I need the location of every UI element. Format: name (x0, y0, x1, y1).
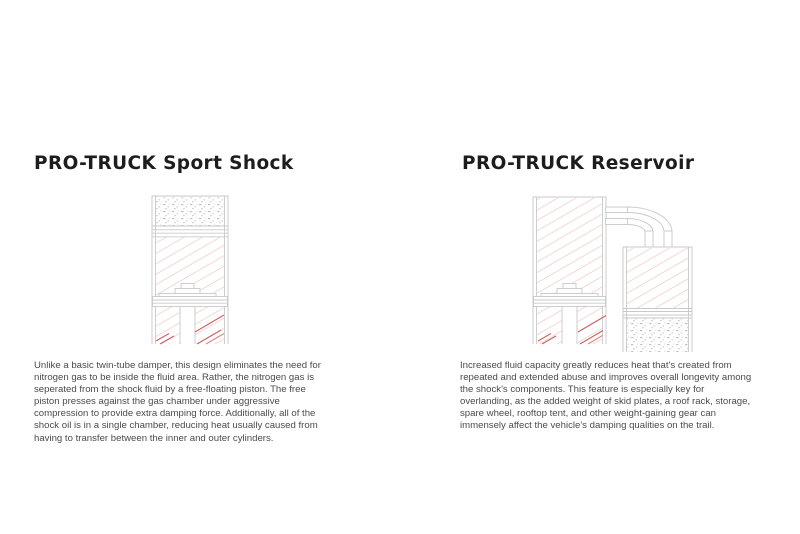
description-line: spare wheel, rooftop tent, and other weight-gaining gear can (460, 408, 717, 420)
description-line: Increased fluid capacity greatly reduces heat that's created from (460, 360, 732, 371)
reservoir-diagram (520, 190, 705, 360)
description-line: piston presses against the gas chamber under aggressive (34, 396, 280, 408)
gas-chamber (152, 198, 228, 227)
description-line: the shock's components. This feature is especially key for (460, 384, 705, 396)
description-line: nitrogen gas to be inside the fluid area. Rather, the nitrogen gas is (34, 372, 314, 384)
description-line: shock oil is in a single chamber, reducing heat usually caused from (34, 420, 318, 432)
fluid-chamber (537, 198, 603, 344)
sport-shock-diagram (140, 190, 240, 350)
reservoir-title: PRO-TRUCK Reservoir (462, 153, 695, 174)
reservoir-description (460, 360, 796, 433)
description-line: overlanding, as the added weight of skid plates, a roof rack, storage, (460, 396, 751, 408)
floating-piston (152, 230, 228, 237)
shock-rod (180, 307, 195, 345)
remote-reservoir (623, 247, 692, 352)
description-line: repeated and extended abuse and improves overall longevity among (460, 372, 752, 384)
reservoir-hose (606, 207, 673, 247)
sport-shock-description (34, 360, 364, 445)
sport-shock-title: PRO-TRUCK Sport Shock (34, 153, 294, 174)
description-line: having to transfer between the inner and outer cylinders. (34, 432, 274, 444)
description-line: seperated from the shock fluid by a free-floating piston. The free (34, 384, 306, 396)
description-line: compression to provide extra damping force. Additionally, all of the (34, 408, 316, 420)
description-line: Unlike a basic twin-tube damper, this design eliminates the need for (34, 360, 321, 371)
description-line: immensely affect the vehicle's damping qualities on the trail. (460, 420, 715, 432)
reservoir-floating-piston (623, 309, 692, 319)
shock-rod (562, 307, 577, 345)
